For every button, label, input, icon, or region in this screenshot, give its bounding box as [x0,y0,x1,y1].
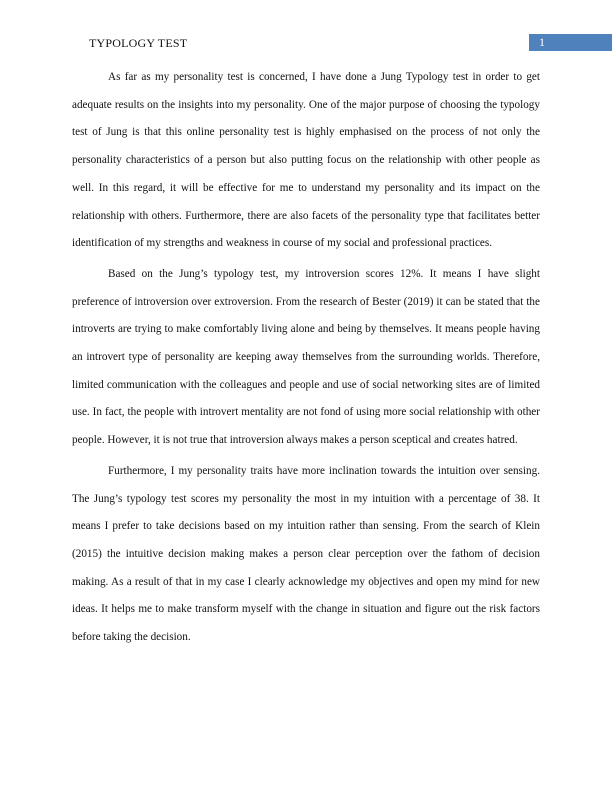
running-head: TYPOLOGY TEST [89,36,188,50]
paragraph-2: Based on the Jung’s typology test, my introversion scores 12%. It means I have slight preference of introversion over extroversion. From the research of Bester (2019) it can be stated that the introverts are trying to make comfortably living alone and being by themselves. It means people having an introvert type of personality are keeping away themselves from the surrounding worlds. Therefore, limited communication with the colleagues and people and use of social networking sites are of limited use. In fact, the people with introvert mentality are not fond of using more social relationship with other people. However, it is not true that introversion always makes a person sceptical and creates hatred. [72,267,540,447]
paragraph-1: As far as my personality test is concerned, I have done a Jung Typology test in order to get adequate results on the insights into my personality. One of the major purpose of choosing the typology test of Jung is that this online personality test is highly emphasised on the process of not only the personality characteristics of a person but also putting focus on the relationship with other people as well. In this regard, it will be effective for me to understand my personality and its impact on the relationship with others. Furthermore, there are also facets of the personality type that facilitates better identification of my strengths and weakness in course of my social and professional practices. [72,71,540,250]
page-number: 1 [529,34,612,51]
body-text [72,64,540,655]
paragraph-3: Furthermore, I my personality traits have more inclination towards the intuition over sensing. The Jung’s typology test scores my personality the most in my intuition with a percentage of 38. It means I prefer to take decisions based on my intuition rather than sensing. From the search of Klein (2015) the intuitive decision making makes a person clear perception over the fathom of decision making. As a result of that in my case I clearly acknowledge my objectives and open my mind for new ideas. It helps me to make transform myself with the change in situation and figure out the risk factors before taking the decision. [72,464,540,644]
